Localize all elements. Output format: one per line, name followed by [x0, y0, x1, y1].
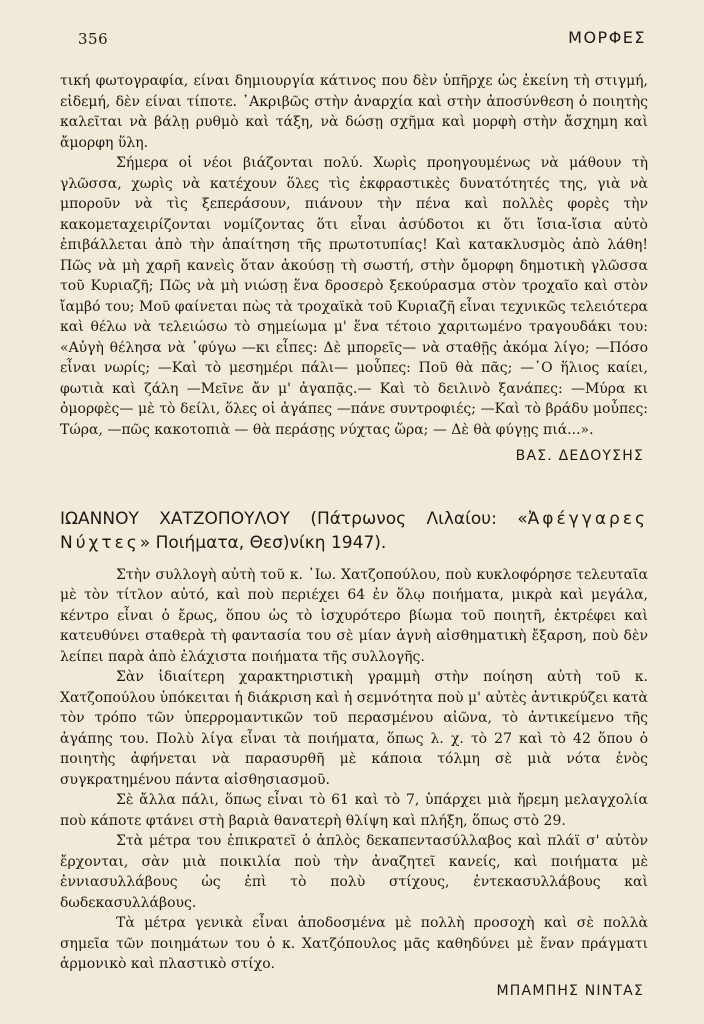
review-pub-suffix: » Ποιήματα, Θεσ)νίκη 1947). — [139, 532, 387, 553]
review-paragraph: Στὴν συλλογὴ αὐτὴ τοῦ κ. ᾿Ιω. Χατζοπούλου, ποὺ κυκλοφόρησε τελευταῖα μὲ τὸν τίτλον αὐτό, καὶ ποὺ περιέχει 64 ἐν ὅλῳ ποιήματα, μικρὰ καὶ μεγάλα, κέντρο εἶναι ὁ ἔρως, ὅπου ὡς τὸ ἰσχυρότερο βίωμα τοῦ ποιητῆ, ἐκτρέφει καὶ κατευθύνει σταθερὰ τὴ φαντασία του σὲ μίαν ἁγνὴ αἰσθηματικὴ ἔξαρση, ποὺ δὲν λείπει παρὰ ἀπὸ ἐλάχιστα ποιήματα τῆς συλλογῆς. — [60, 566, 648, 665]
review-paragraph: Σὰν ἰδιαίτερη χαρακτηριστικὴ γραμμὴ στὴν ποίηση αὐτὴ τοῦ κ. Χατζοπούλου ὑπόκειται ἡ διάκριση καὶ ἡ σεμνότητα ποὺ μ' αὐτὲς ἀντικρύζει κατὰ τὸν τρόπο τῶν ὑπερρομαντικῶν τοῦ περασμένου αἰῶνα, τὸ ἀντικείμενο τῆς ἀγάπης του. Πολὺ λίγα εἶναι τὰ ποιήματα, ὅπως λ. χ. τὸ 27 καὶ τὸ 42 ὅπου ὁ ποιητὴς ἀφήνεται νὰ παρασυρθῆ μὲ κάποια τόλμη σὲ μιὰ νότα ἑνὸς συγκρατημένου πάντα αἰσθησιασμοῦ. — [60, 669, 648, 788]
page-number: 356 — [78, 30, 109, 48]
review-heading — [60, 507, 648, 555]
article-signature: ΒΑΣ. ΔΕΔΟΥΣΗΣ — [515, 448, 644, 464]
article-paragraph: τική φωτογραφία, είναι δημιουργία κάτινος που δὲν ὑπῆρχε ὡς ἐκείνη τὴ στιγμή, εἰδεμή, δὲν είναι τίποτε. ᾿Ακριβῶς στὴν ἀναρχία καὶ στὴν ἀποσύνθεση ὁ ποιητὴς καλεῖται νὰ βάλῃ ρυθμὸ καὶ τάξη, νὰ δώσῃ σχῆμα καὶ μορφὴ στὴν ἄσχημη καὶ ἄμορφη ὕλη. — [60, 73, 648, 151]
review-paragraph: Στὰ μέτρα του ἐπικρατεῖ ὁ ἁπλὸς δεκαπεντασύλλαβος καὶ πλάϊ σ' αὐτὸν ἔρχονται, σὰν μιὰ ποικιλία ποὺ τὴν ἀναζητεῖ κανείς, καὶ ποιήματα μὲ ἐννιασυλλάβους ὡς ἐπὶ τὸ πολὺ στίχους, ἐντεκασυλλάβους καὶ δωδεκασυλλάβους. — [60, 833, 648, 911]
review-author: ΙΩΑΝΝΟΥ ΧΑΤΖΟΠΟΥΛΟΥ — [60, 508, 290, 529]
review-paragraph: Σὲ ἄλλα πάλι, ὅπως εἶναι τὸ 61 καὶ τὸ 7, ὑπάρχει μιὰ ἤρεμη μελαγχολία ποὺ κάποτε φτάνει στὴ βαριὰ θανατερὴ θλίψη καὶ πλήξη, ὅπως στὸ 29. — [60, 792, 648, 829]
review-pub-prefix: (Πάτρωνος Λιλαίου: « — [310, 508, 528, 529]
review-book-title: Ἀφέγγαρες Νύχτες — [60, 508, 648, 553]
journal-title: ΜΟΡΦΕΣ — [568, 28, 646, 47]
article-paragraph: Σήμερα οἱ νέοι βιάζονται πολύ. Χωρὶς προηγουμένως νὰ μάθουν τὴ γλῶσσα, χωρὶς νὰ κατέχουν ὅλες τὶς ἐκφραστικὲς δυνατότητές της, γιὰ νὰ μποροῦν νὰ τὶς ξεπεράσουν, πιάνουν τὴν πένα καὶ πολλὲς φορὲς τὴν κακομεταχειρίζονται νομίζοντας ὅτι εἶναι ἀσύδοτοι κι ὅτι ἴσια-ἴσια αὐτὸ ἐπιβάλλεται ἀπὸ τὴν ἀπαίτηση τῆς πρωτοτυπίας! Καὶ κατακλυσμὸς ἀπὸ λάθη! Πῶς νὰ μὴ χαρῆ κανεὶς ὅταν ἀκούσῃ τὴ σωστή, στὴν ὄμορφη δημοτικὴ γλῶσσα τοῦ Κυριαζῆ; Πῶς νὰ μὴ νιώσῃ ἕνα δροσερὸ ξεκούρασμα στὸν τροχαῖο καὶ στὸν ἴαμβό του; Μοῦ φαίνεται πὼς τὰ τροχαϊκὰ τοῦ Κυριαζῆ εἶναι τεχνικῶς τελειότερα καὶ θέλω νὰ τελειώσω τὸ σημείωμα μ' ἕνα τέτοιο χαριτωμένο τραγουδάκι του: «Αὐγὴ θέλησα νὰ ᾿φύγω —κι εἶπες: Δὲ μπορεῖς— νὰ σταθῇς ἀκόμα λίγο; —Πόσο εἶναι νωρίς; —Καὶ τὸ μεσημέρι πάλι— μοὖπες: Ποῦ θὰ πᾶς; —῾Ο ἥλιος καίει, φωτιὰ καὶ ζάλη —Μεῖνε ἄν μ' ἀγαπᾷς.— Καὶ τὸ δειλινὸ ξανάπες: —Μύρα κι ὀμορφὲς— μὲ τὸ δείλι, ὅλες οἱ ἀγάπες —πάνε συντροφιές; —Καὶ τὸ βράδυ μοὖπες: Τώρα, —πῶς κακοτοπιὰ — θὰ περάσῃς νύχτας ὥρα; — Δὲ θὰ φύγῃς πιά...». — [60, 155, 648, 438]
page-body — [60, 71, 648, 1001]
review-paragraph: Τὰ μέτρα γενικὰ εἶναι ἀποδοσμένα μὲ πολλὴ προσοχὴ καὶ σὲ πολλὰ σημεῖα τῶν ποιημάτων του ὁ κ. Χατζόπουλος μᾶς καθηδύνει μὲ ἕναν πράγματι ἁρμονικὸ καὶ πλαστικὸ στίχο. — [60, 915, 648, 972]
review-signature: ΜΠΑΜΠΗΣ ΝΙΝΤΑΣ — [496, 982, 644, 999]
